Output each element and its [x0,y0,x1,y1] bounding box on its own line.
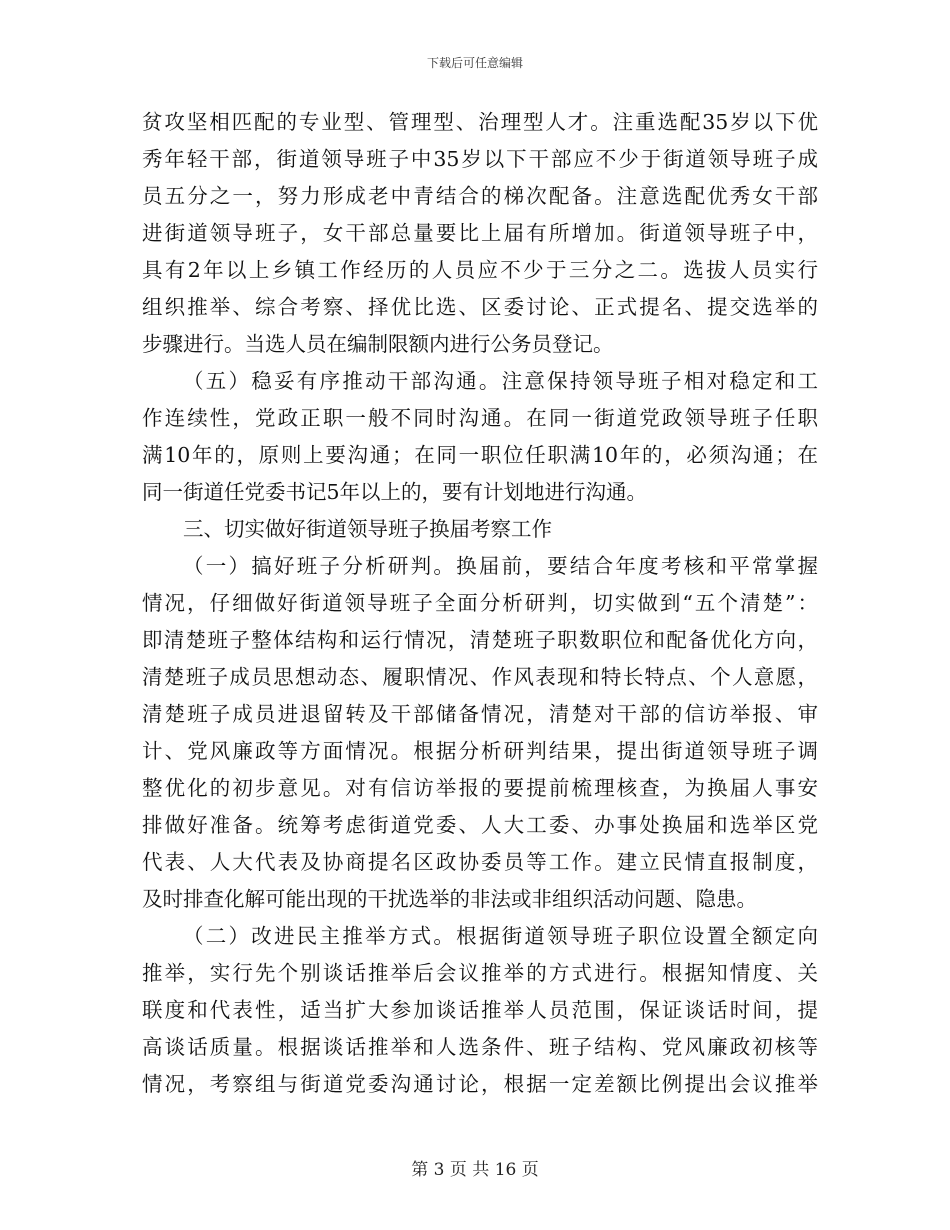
text-line: 具有2年以上乡镇工作经历的人员应不少于三分之二。选拔人员实行 [142,258,818,282]
text-line: 作连续性，党政正职一般不同时沟通。在同一街道党政领导班子任职 [142,406,818,430]
text-line: 步骤进行。当选人员在编制限额内进行公务员登记。 [142,332,614,356]
text-line: 贫攻坚相匹配的专业型、管理型、治理型人才。注重选配35岁以下优 [142,110,818,134]
text-line: 情况，仔细做好街道领导班子全面分析研判，切实做到“五个清楚”： [142,591,818,615]
page-header: 下载后可任意编辑 [426,56,523,70]
document-body [142,104,818,1103]
text-line: 清楚班子成员进退留转及干部储备情况，清楚对干部的信访举报、审 [142,702,818,726]
text-line: 及时排查化解可能出现的干扰选举的非法或非组织活动问题、隐患。 [142,887,757,911]
text-line: 进街道领导班子，女干部总量要比上届有所增加。街道领导班子中， [142,221,818,245]
text-line: （一）搞好班子分析研判。换届前，要结合年度考核和平常掌握 [183,554,818,578]
text-line: （五）稳妥有序推动干部沟通。注意保持领导班子相对稳定和工 [183,369,818,393]
text-line: 计、党风廉政等方面情况。根据分析研判结果，提出街道领导班子调 [142,739,818,763]
text-line: 清楚班子成员思想动态、履职情况、作风表现和特长特点、个人意愿， [142,665,818,689]
text-line: 满10年的，原则上要沟通；在同一职位任职满10年的，必须沟通；在 [142,443,818,467]
text-line: 秀年轻干部，街道领导班子中35岁以下干部应不少于街道领导班子成 [142,147,818,171]
text-line: 整优化的初步意见。对有信访举报的要提前梳理核查，为换届人事安 [142,776,818,800]
text-line: （二）改进民主推举方式。根据街道领导班子职位设置全额定向 [183,924,818,948]
text-line: 排做好准备。统筹考虑街道党委、人大工委、办事处换届和选举区党 [142,813,818,837]
text-line: 推举，实行先个别谈话推举后会议推举的方式进行。根据知情度、关 [142,961,818,985]
text-line: 三、切实做好街道领导班子换届考察工作 [183,517,552,541]
text-line: 同一街道任党委书记5年以上的，要有计划地进行沟通。 [142,480,648,504]
text-line: 高谈话质量。根据谈话推举和人选条件、班子结构、党风廉政初核等 [142,1035,818,1059]
text-line: 即清楚班子整体结构和运行情况，清楚班子职数职位和配备优化方向， [142,628,818,652]
text-line: 员五分之一，努力形成老中青结合的梯次配备。注意选配优秀女干部 [142,184,818,208]
page-footer: 第 3 页 共 16 页 [411,1160,539,1180]
text-line: 代表、人大代表及协商提名区政协委员等工作。建立民情直报制度， [142,850,818,874]
text-line: 联度和代表性，适当扩大参加谈话推举人员范围，保证谈话时间，提 [142,998,818,1022]
text-line: 组织推举、综合考察、择优比选、区委讨论、正式提名、提交选举的 [142,295,818,319]
text-line: 情况，考察组与街道党委沟通讨论，根据一定差额比例提出会议推举 [142,1072,818,1096]
